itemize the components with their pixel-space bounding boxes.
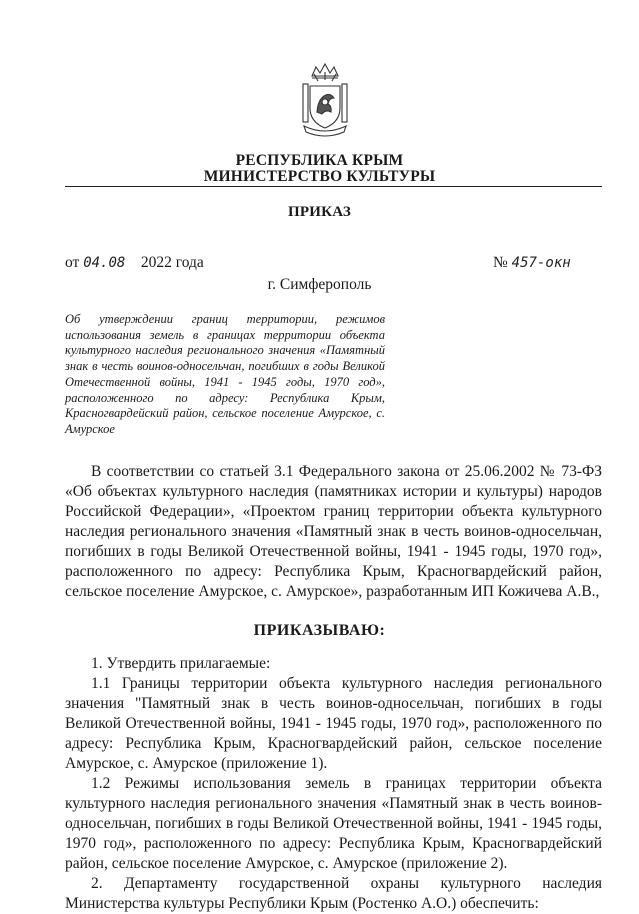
- crimea-coat-of-arms-icon: [298, 62, 352, 140]
- order-number: [493, 254, 571, 272]
- city: г. Симферополь: [267, 276, 372, 293]
- handwritten-number: 457-окн: [511, 255, 571, 271]
- ministry-title: МИНИСТЕРСТВО КУЛЬТУРЫ: [203, 168, 436, 185]
- handwritten-date: 04.08: [83, 255, 126, 271]
- document-type: ПРИКАЗ: [288, 204, 351, 220]
- order-item-1: 1. Утвердить прилагаемые:: [91, 655, 271, 672]
- order-item-1-1: 1.1 Границы территории объекта культурного наследия регионального значения "Памятный знак в честь воинов-односельчан, погибших в годы Великой Отечественной войны, 1941 - 1945 годы, 1970 год», расположенного по адресу: Республика Крым, Красногвардейский район, сельское поселение Амурское, с. Амурское (приложение 1).: [65, 675, 602, 772]
- order-item-2: 2. Департаменту государственной охраны культурного наследия Министерства культуры Республики Крым (Ростенко А.О.) обеспечить:: [65, 875, 602, 912]
- order-heading: ПРИКАЗЫВАЮ:: [253, 622, 386, 639]
- republic-title: РЕСПУБЛИКА КРЫМ: [235, 152, 404, 169]
- order-item-1-2: 1.2 Режимы использования земель в границах территории объекта культурного наследия регионального значения «Памятный знак в честь воинов-односельчан, погибших в годы Великой Отечественной войны, 1941 - 1945 годы, 1970 год», расположенного по адресу: Республика Крым, Красногвардейский район, сельское поселение Амурское, с. Амурское (приложение 2).: [65, 775, 602, 872]
- order-date: [65, 254, 204, 272]
- order-items: [65, 654, 602, 914]
- date-year: 2022 года: [140, 254, 204, 271]
- number-prefix: №: [493, 254, 508, 271]
- preamble-paragraph: В соответствии со статьей 3.1 Федерального закона от 25.06.2002 № 73-ФЗ «Об объектах культурного наследия (памятниках истории и культуры) народов Российской Федерации», «Проектом границ территории объекта культурного наследия регионального значения «Памятный знак в честь воинов-односельчан, погибших в годы Великой Отечественной войны, 1941 - 1945 годы, 1970 год», расположенного по адресу: Республика Крым, Красногвардейский район, сельское поселение Амурское, с. Амурское», разработанным ИП Кожичева А.В.,: [65, 463, 602, 600]
- date-prefix: от: [65, 254, 80, 271]
- header-divider: [65, 186, 602, 187]
- order-subject: Об утверждении границ территории, режимов использования земель в границах территории объекта культурного наследия регионального значения «Памятный знак в честь воинов-односельчан, погибших в годы Великой Отечественной войны, 1941 - 1945 годы, 1970 год», расположенного по адресу: Республика Крым, Красногвардейский район, сельское поселение Амурское, с. Амурское: [65, 312, 385, 436]
